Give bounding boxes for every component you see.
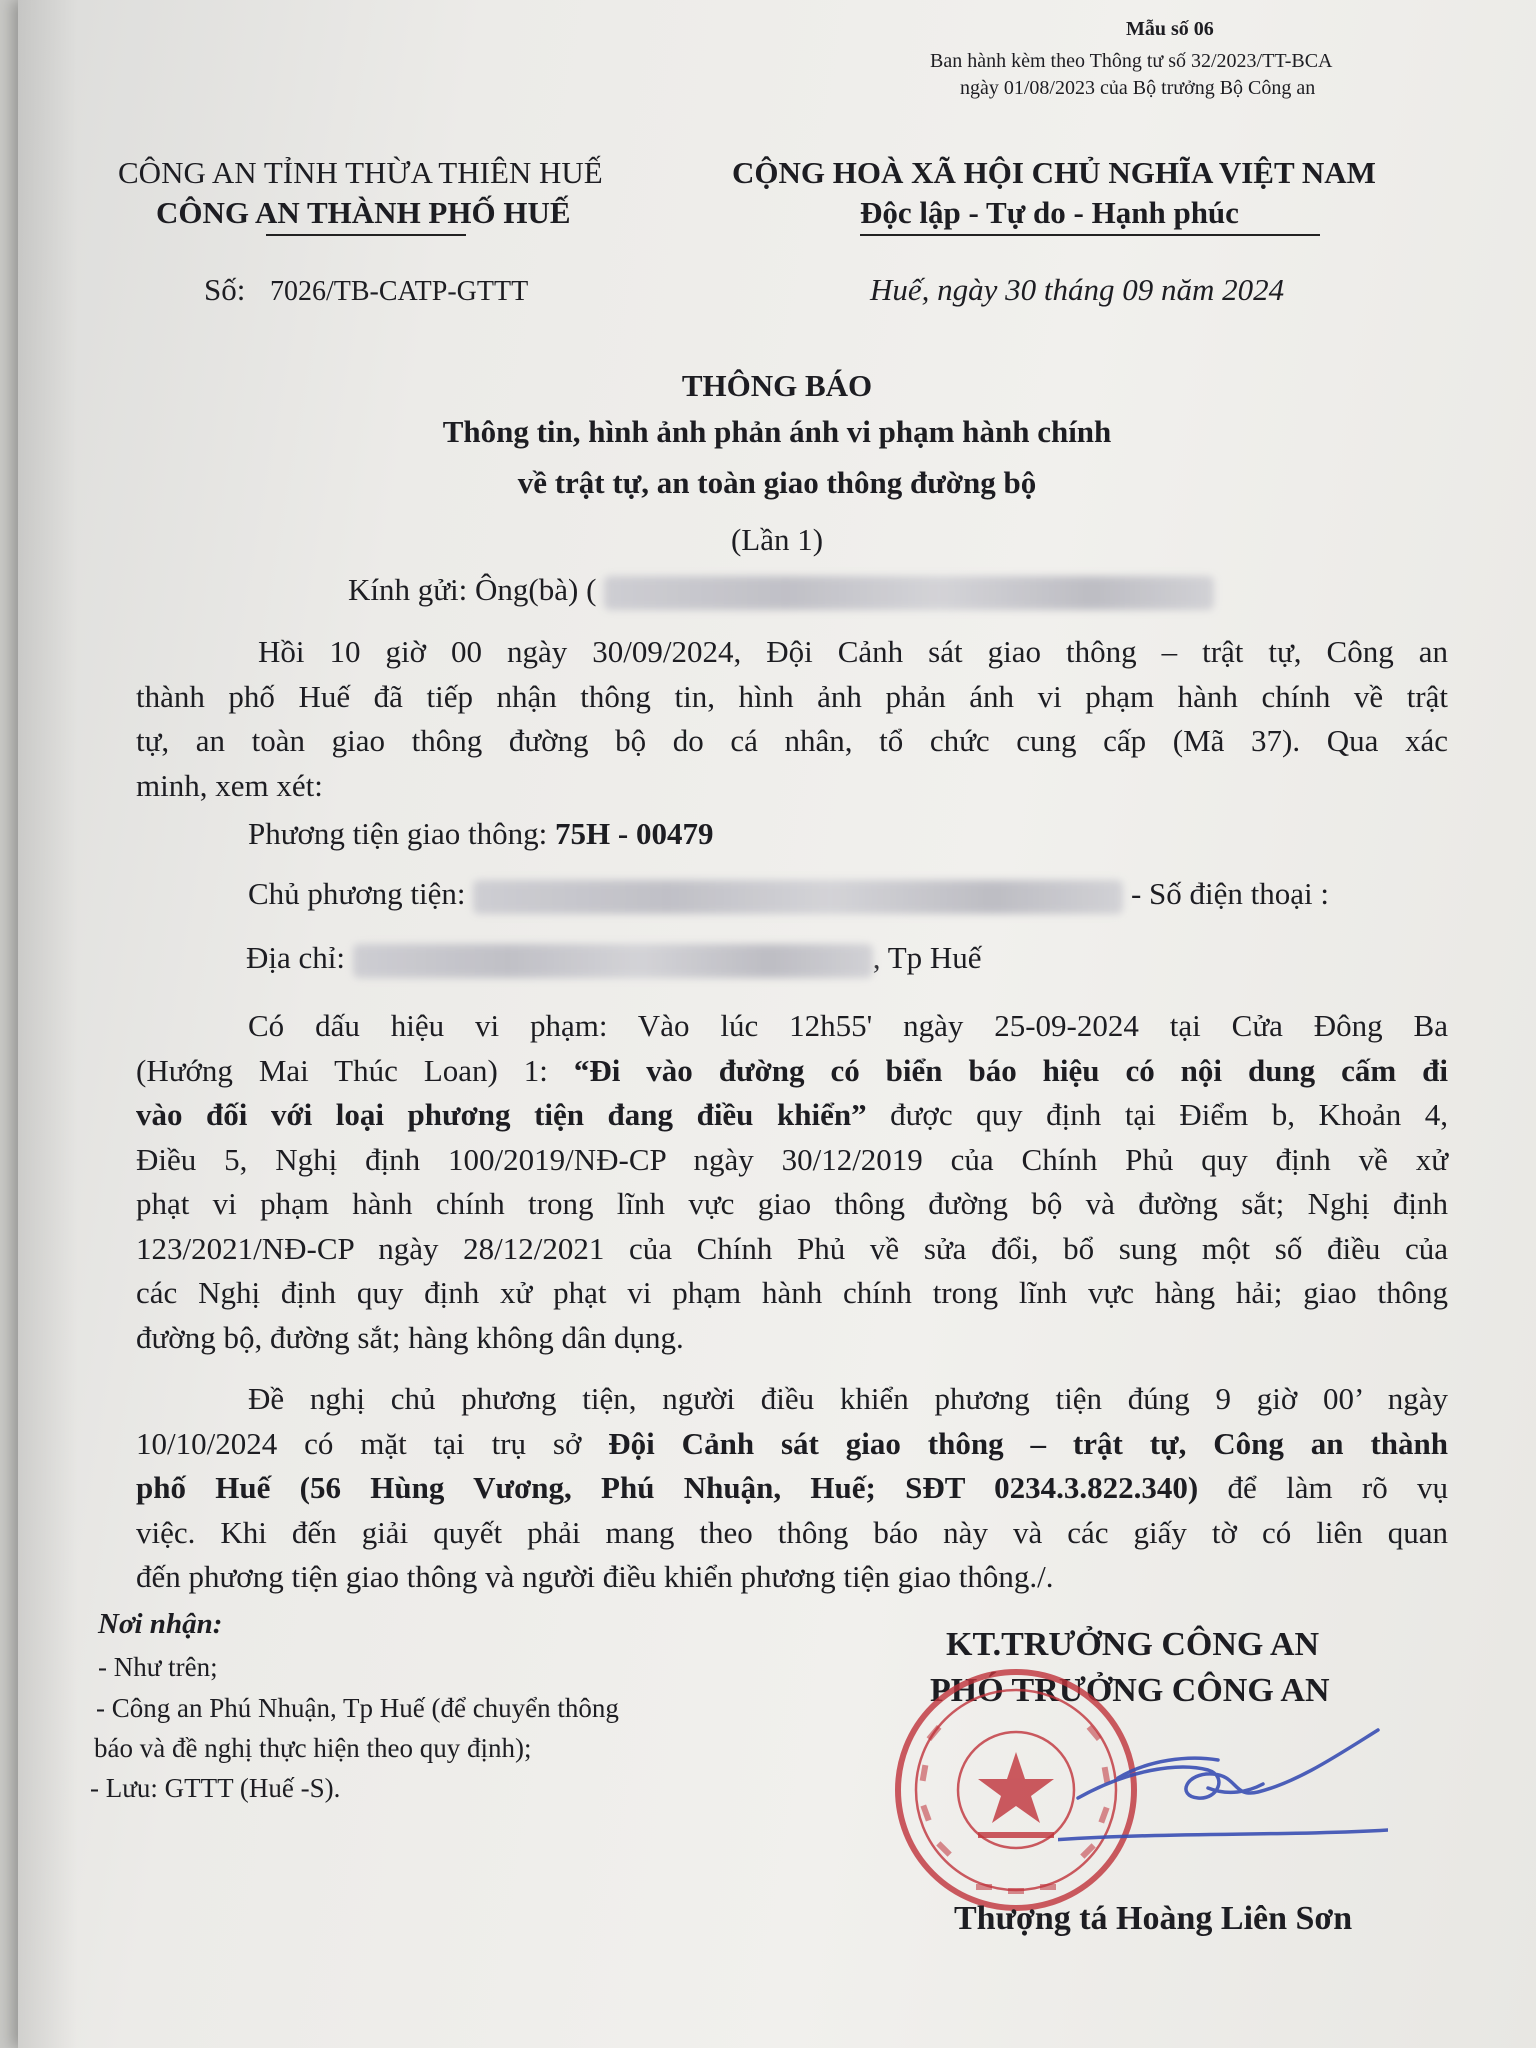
doc-number: 7026/TB-CATP-GTTT: [270, 276, 529, 307]
page-edge-shadow: [18, 0, 78, 2048]
violation-line-6: 123/2021/NĐ-CP ngày 28/12/2021 của Chính Phủ về sửa đổi, bổ sung một số điều của: [136, 1230, 1448, 1266]
intro-paragraph: [136, 630, 1448, 808]
redacted-recipient-name: [604, 576, 1214, 610]
form-issuance-line1: Ban hành kèm theo Thông tư số 32/2023/TT-BCA: [930, 50, 1333, 72]
document-page: [18, 0, 1536, 2048]
request-line-3: [136, 1466, 1448, 1511]
vehicle-line: [248, 816, 713, 852]
notice-round: (Lần 1): [730, 522, 824, 557]
request-line-1: Đề nghị chủ phương tiện, người điều khiển phương tiện đúng 9 giờ 00’ ngày: [248, 1381, 1448, 1416]
violation-line-8: đường bộ, đường sắt; hàng không dân dụng.: [136, 1319, 684, 1355]
agency-underline: [266, 234, 466, 236]
violation-line-7: các Nghị định quy định xử phạt vi phạm hành chính trong lĩnh vực hàng hải; giao thông: [136, 1275, 1448, 1310]
form-number: Mẫu số 06: [1126, 18, 1214, 40]
request-line-5: đến phương tiện giao thông và người điều khiển phương tiện giao thông./.: [136, 1559, 1054, 1594]
recipient-first-char: (: [586, 572, 597, 607]
signature-title-2: PHÓ TRƯỞNG CÔNG AN: [930, 1672, 1330, 1709]
intro-line-2: thành phố Huế đã tiếp nhận thông tin, hình ảnh phản ánh vi phạm hành chính về trật: [136, 678, 1448, 714]
nation-name: CỘNG HOÀ XÃ HỘI CHỦ NGHĨA VIỆT NAM: [732, 155, 1376, 190]
address-city: , Tp Huế: [872, 940, 982, 975]
redacted-address: [353, 944, 873, 978]
request-office-part1: Đội Cảnh sát giao thông – trật tự, Công an thành: [608, 1425, 1448, 1461]
redacted-owner-name: [473, 880, 1123, 914]
phone-label: - Số điện thoại :: [1130, 876, 1330, 911]
violation-line-4: Điều 5, Nghị định 100/2019/NĐ-CP ngày 30/12/2019 của Chính Phủ quy định về xử: [136, 1141, 1448, 1177]
intro-line-1: Hồi 10 giờ 00 ngày 30/09/2024, Đội Cảnh sát giao thông – trật tự, Công an: [258, 634, 1448, 669]
handwritten-signature: [1058, 1700, 1388, 1850]
recipient-item-3: - Lưu: GTTT (Huế -S).: [90, 1773, 341, 1803]
violation-offense-part1: “Đi vào đường có biển báo hiệu có nội dung cấm đi: [573, 1052, 1449, 1088]
doc-title: THÔNG BÁO: [681, 368, 873, 403]
recipient-item-2b: báo và đề nghị thực hiện theo quy định);: [94, 1733, 532, 1763]
owner-label: Chủ phương tiện:: [248, 876, 466, 911]
violation-location: (Hướng Mai Thúc Loan) 1:: [136, 1052, 574, 1088]
request-line-4: việc. Khi đến giải quyết phải mang theo thông báo này và các giấy tờ có liên quan: [136, 1514, 1448, 1550]
violation-line-5: phạt vi phạm hành chính trong lĩnh vực giao thông đường bộ và đường sắt; Nghị định: [136, 1186, 1448, 1221]
request-office-part2: phố Huế (56 Hùng Vương, Phú Nhuận, Huế; SĐT 0234.3.822.340): [136, 1470, 1199, 1505]
owner-line: [248, 876, 1329, 914]
agency-name: CÔNG AN THÀNH PHỐ HUẾ: [156, 195, 571, 230]
recipient-line: [348, 572, 1214, 610]
request-date-text: 10/10/2024 có mặt tại trụ sở: [136, 1425, 609, 1461]
violation-offense-part2: vào đối với loại phương tiện đang điều khiển”: [136, 1097, 867, 1132]
address-line: [246, 940, 982, 978]
doc-subtitle-2: về trật tự, an toàn giao thông đường bộ: [517, 465, 1037, 500]
vehicle-plate: 75H - 00479: [555, 816, 714, 851]
recipients-title: Nơi nhận:: [98, 1608, 223, 1640]
request-purpose: để làm rõ vụ: [1198, 1470, 1448, 1505]
address-label: Địa chỉ:: [246, 940, 345, 975]
violation-line-1: Có dấu hiệu vi phạm: Vào lúc 12h55' ngày 25-09-2024 tại Cửa Đông Ba: [248, 1008, 1448, 1043]
motto-underline: [860, 234, 1320, 236]
signer-name: Thượng tá Hoàng Liên Sơn: [954, 1900, 1353, 1937]
violation-line-3: [136, 1093, 1448, 1138]
recipient-item-1: - Như trên;: [98, 1652, 218, 1682]
recipient-item-2a: - Công an Phú Nhuận, Tp Huế (để chuyển thông: [96, 1693, 619, 1723]
signature-title-1: KT.TRƯỞNG CÔNG AN: [946, 1626, 1320, 1663]
recipient-label: Kính gửi: Ông(bà): [348, 572, 579, 607]
violation-regulation: được quy định tại Điểm b, Khoản 4,: [866, 1097, 1448, 1132]
doc-subtitle-1: Thông tin, hình ảnh phản ánh vi phạm hành chính: [442, 414, 1112, 449]
doc-number-label: Số:: [204, 272, 246, 307]
request-line-2: [136, 1422, 1448, 1467]
violation-paragraph: [136, 1004, 1448, 1360]
place-date: Huế, ngày 30 tháng 09 năm 2024: [870, 272, 1285, 307]
nation-motto: Độc lập - Tự do - Hạnh phúc: [860, 195, 1239, 230]
intro-line-4: minh, xem xét:: [136, 767, 323, 803]
request-paragraph: [136, 1377, 1448, 1600]
form-issuance-line2: ngày 01/08/2023 của Bộ trưởng Bộ Công an: [960, 77, 1316, 99]
intro-line-3: tự, an toàn giao thông đường bộ do cá nhân, tổ chức cung cấp (Mã 37). Qua xác: [136, 723, 1448, 758]
violation-line-2: [136, 1049, 1448, 1094]
vehicle-label: Phương tiện giao thông:: [248, 816, 548, 851]
agency-parent: CÔNG AN TỈNH THỪA THIÊN HUẾ: [118, 155, 603, 190]
